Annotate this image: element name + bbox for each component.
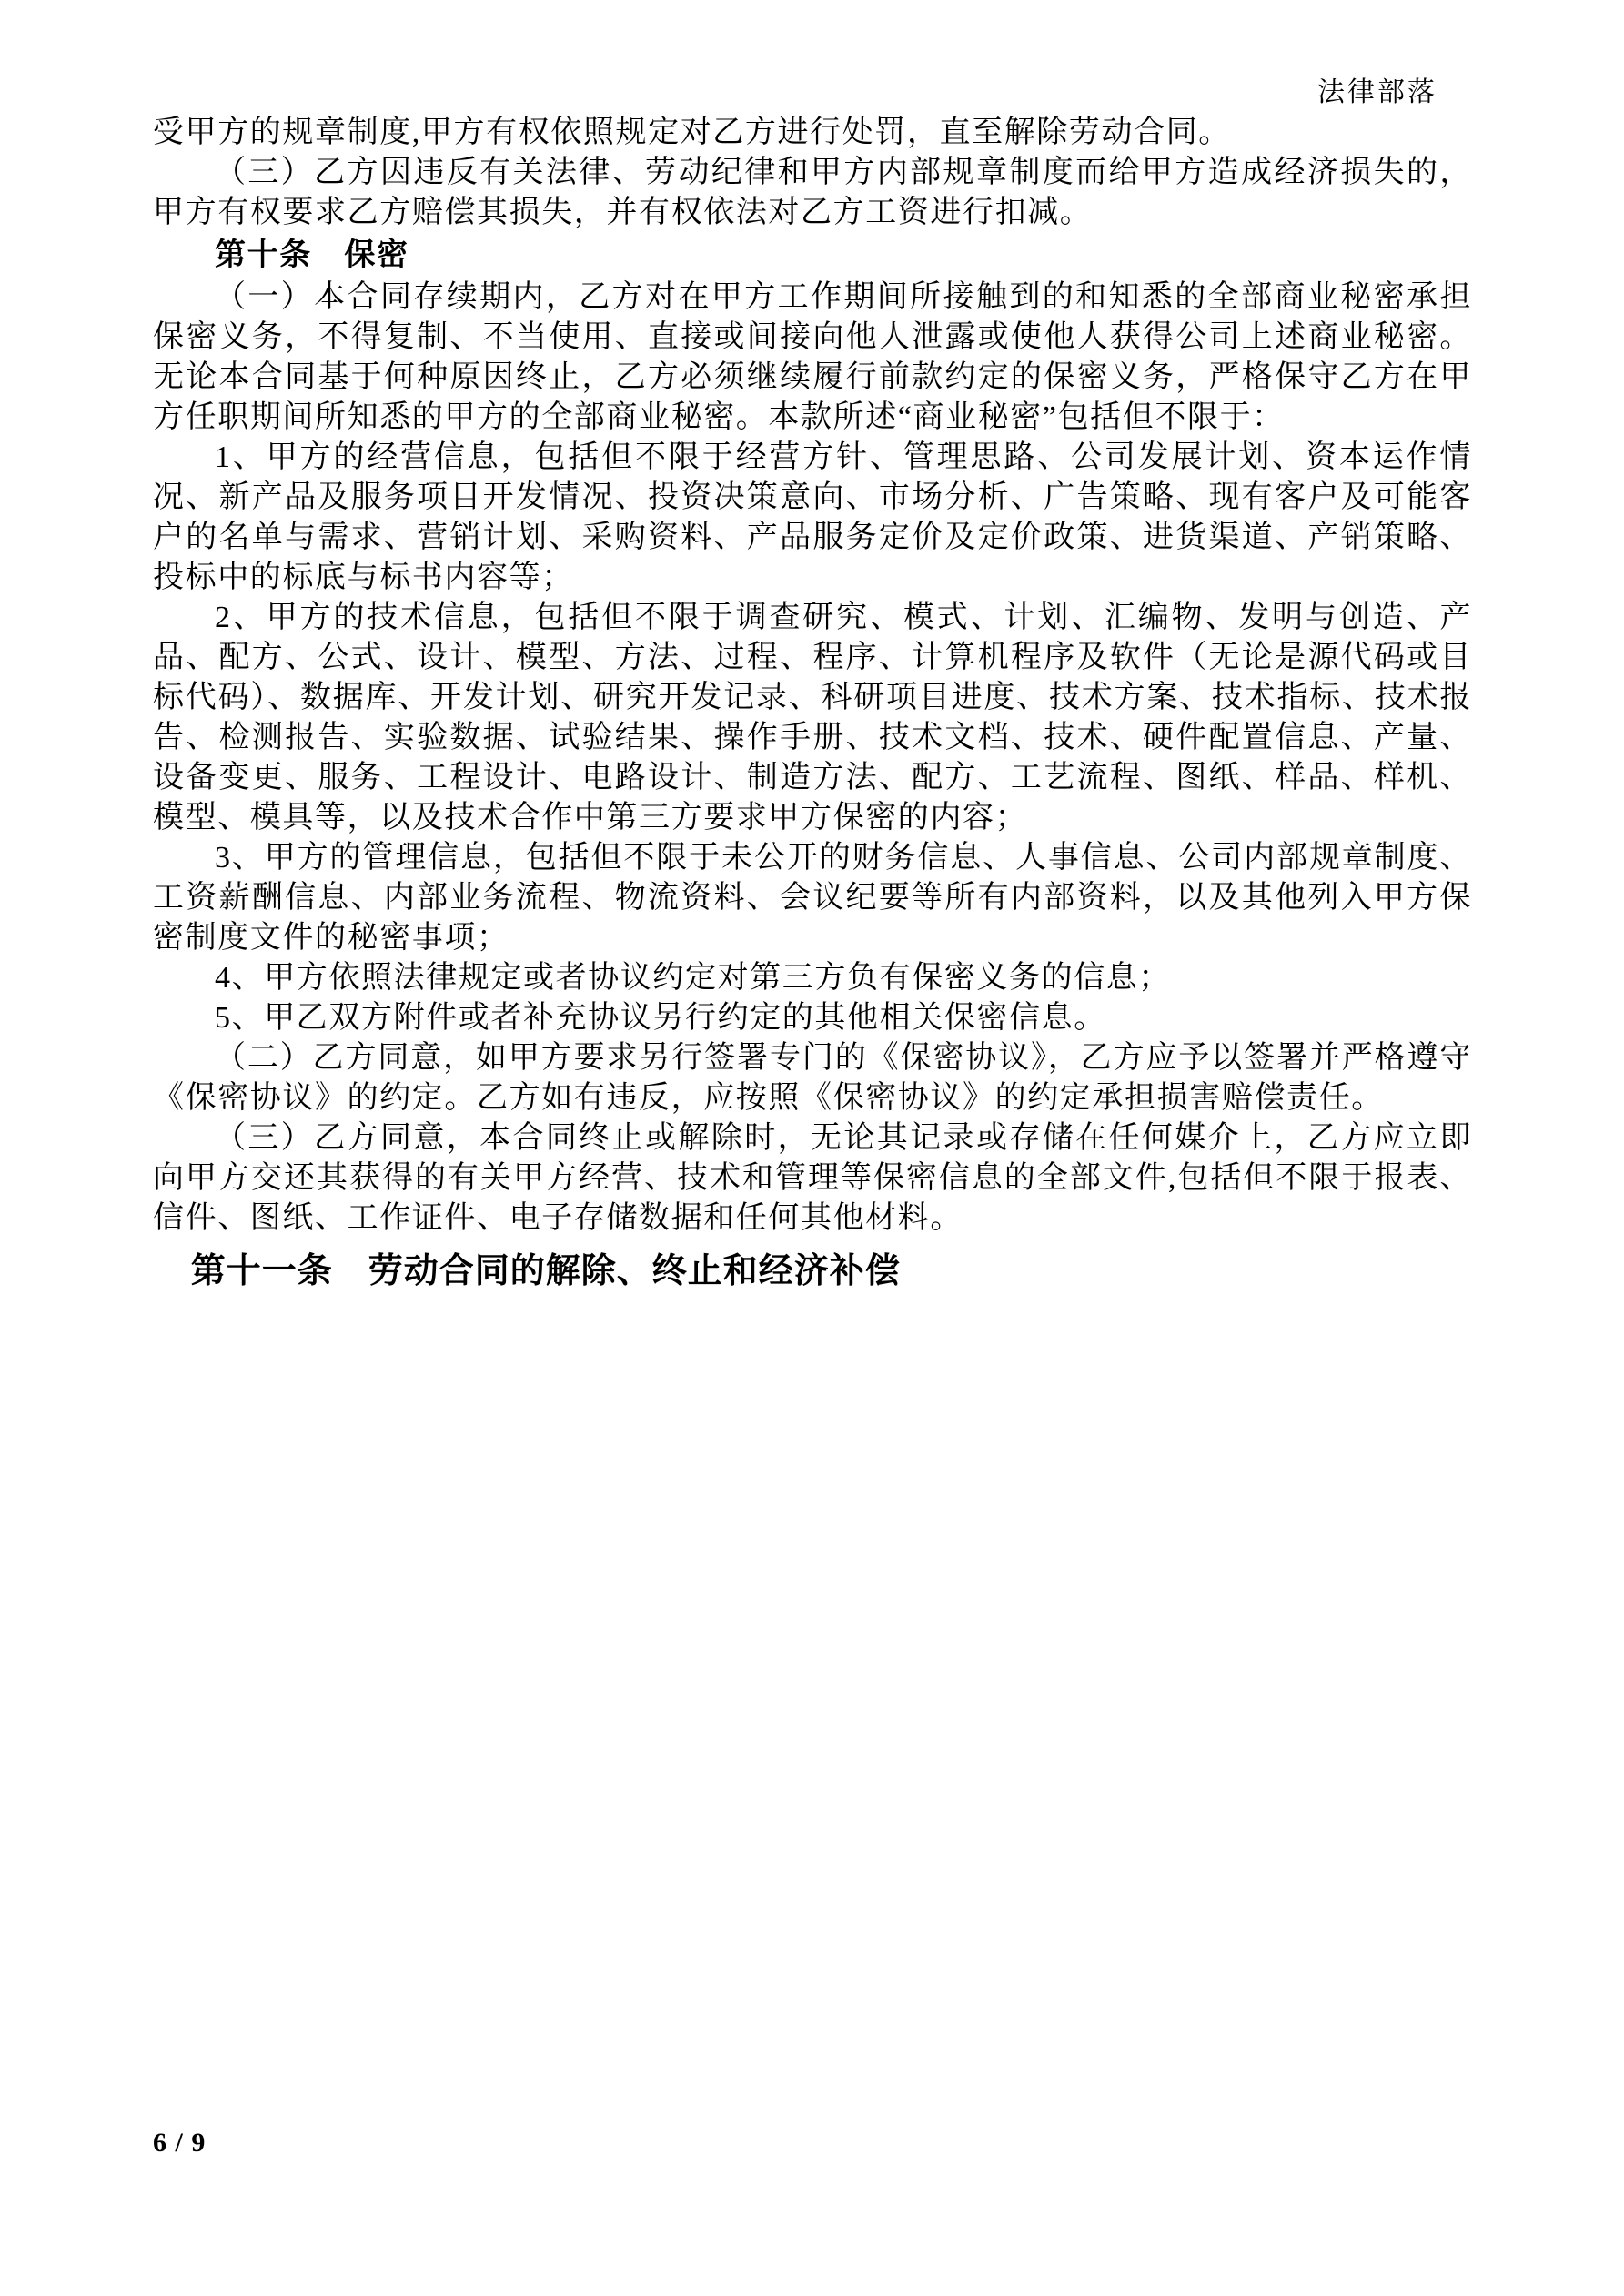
article-11-heading: 第十一条 劳动合同的解除、终止和经济补偿: [190, 1252, 901, 1290]
paragraph-10-3: （三）乙方同意，本合同终止或解除时，无论其记录或存储在任何媒介上，乙方应立即向甲方交还其获得的有关甲方经营、技术和管理等保密信息的全部文件,包括但不限于报表、信件、图纸、工作证件、电子存储数据和任何其他材料。: [153, 1121, 1472, 1235]
paragraph-10-1-item-5: 5、甲乙双方附件或者补充协议另行约定的其他相关保密信息。: [215, 1001, 1106, 1035]
paragraph-10-1-item-2: 2、甲方的技术信息，包括但不限于调查研究、模式、计划、汇编物、发明与创造、产品、配方、公式、设计、模型、方法、过程、程序、计算机程序及软件（无论是源代码或目标代码）、数据库、开发计划、研究开发记录、科研项目进度、技术方案、技术指标、技术报告、检测报告、实验数据、试验结果、操作手册、技术文档、技术、硬件配置信息、产量、设备变更、服务、工程设计、电路设计、制造方法、配方、工艺流程、图纸、样品、样机、模型、模具等，以及技术合作中第三方要求甲方保密的内容；: [153, 601, 1472, 834]
article-10-heading: 第十条 保密: [215, 238, 409, 272]
paragraph-10-1-item-4: 4、甲方依照法律规定或者协议约定对第三方负有保密义务的信息；: [215, 961, 1171, 995]
header-watermark-text: 法律部落: [1317, 77, 1437, 107]
page-number: 6 / 9: [153, 2128, 207, 2158]
paragraph-10-1-item-1: 1、甲方的经营信息，包括但不限于经营方针、管理思路、公司发展计划、资本运作情况、新产品及服务项目开发情况、投资决策意向、市场分析、广告策略、现有客户及可能客户的名单与需求、营销计划、采购资料、产品服务定价及定价政策、进货渠道、产销策略、投标中的标底与标书内容等；: [153, 440, 1472, 594]
paragraph-10-2: （二）乙方同意，如甲方要求另行签署专门的《保密协议》，乙方应予以签署并严格遵守《保密协议》的约定。乙方如有违反，应按照《保密协议》的约定承担损害赔偿责任。: [153, 1041, 1472, 1115]
document-content: [153, 113, 1472, 1295]
page-header: [153, 69, 1437, 109]
page-footer: [153, 2128, 206, 2159]
paragraph-10-1-item-3: 3、甲方的管理信息，包括但不限于未公开的财务信息、人事信息、公司内部规章制度、工资薪酬信息、内部业务流程、物流资料、会议纪要等所有内部资料，以及其他列入甲方保密制度文件的秘密事项；: [153, 841, 1472, 955]
paragraph-10-1: （一）本合同存续期内，乙方对在甲方工作期间所接触到的和知悉的全部商业秘密承担保密义务，不得复制、不当使用、直接或间接向他人泄露或使他人获得公司上述商业秘密。无论本合同基于何种原因终止，乙方必须继续履行前款约定的保密义务，严格保守乙方在甲方任职期间所知悉的甲方的全部商业秘密。本款所述“商业秘密”包括但不限于：: [153, 280, 1472, 434]
paragraph-item-3: （三）乙方因违反有关法律、劳动纪律和甲方内部规章制度而给甲方造成经济损失的，甲方有权要求乙方赔偿其损失，并有权依法对乙方工资进行扣减。: [153, 156, 1472, 229]
paragraph-continuation: 受甲方的规章制度,甲方有权依照规定对乙方进行处罚，直至解除劳动合同。: [153, 116, 1231, 149]
